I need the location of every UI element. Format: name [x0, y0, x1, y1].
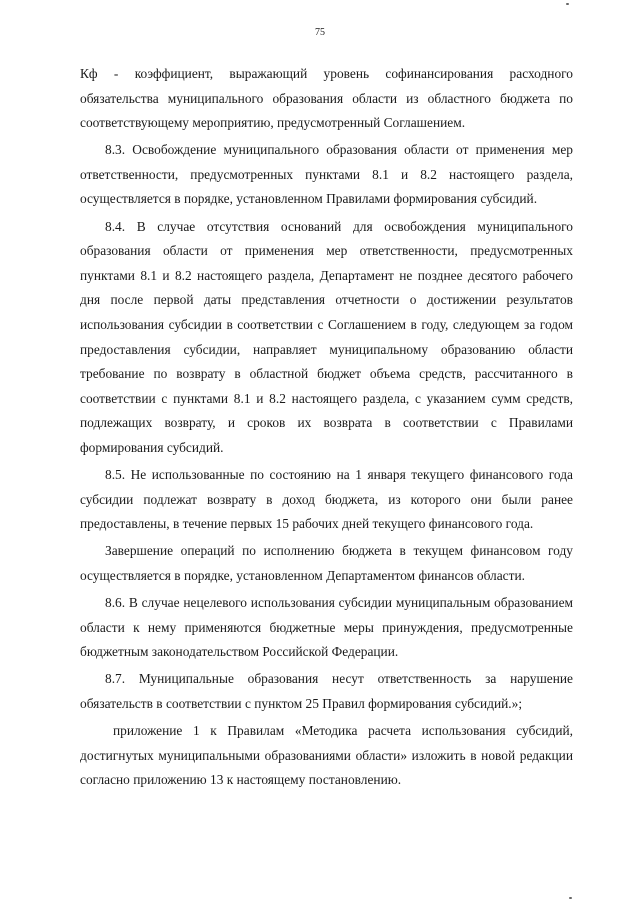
document-body	[80, 62, 573, 795]
paragraph-budget-completion: Завершение операций по исполнению бюджета в текущем финансовом году осуществляется в порядке, установленном Департаментом финансов области.	[80, 543, 573, 583]
paragraph-8-5: 8.5. Не использованные по состоянию на 1 января текущего финансового года субсидии подлежат возврату в доход бюджета, из которого они были ранее предоставлены, в течение первых 15 рабочих дней текущего финансового года.	[80, 467, 573, 532]
paragraph-8-6: 8.6. В случае нецелевого использования субсидии муниципальным образованием области к нему применяются бюджетные меры принуждения, предусмотренные бюджетным законодательством Российской Федерации.	[80, 594, 573, 660]
paragraph-8-4: 8.4. В случае отсутствия оснований для освобождения муниципального образования области от применения мер ответственности, предусмотренных пунктами 8.1 и 8.2 настоящего раздела, Департамент не позднее десятого рабочего дня после первой даты представления отчетности о достижении результатов использования субсидии в соответствии с Соглашением в году, следующем за годом предоставления субсидии, направляет муниципальному образованию области требование по возврату в областной бюджет объема средств, рассчитанного в соответствии с пунктами 8.1 и 8.2 настоящего раздела, с указанием сумм средств, подлежащих возврату, и сроков их возврата в соответствии с Правилами формирования субсидий.	[80, 218, 573, 455]
paragraph-8-3: 8.3. Освобождение муниципального образования области от применения мер ответственности, предусмотренных пунктами 8.1 и 8.2 настоящего раздела, осуществляется в порядке, установленном Правилами формирования субсидий.	[80, 142, 573, 207]
paragraph-8-7: 8.7. Муниципальные образования несут ответственность за нарушение обязательств в соответствии с пунктом 25 Правил формирования субсидий.»;	[80, 671, 573, 711]
paragraph-appendix-1: приложение 1 к Правилам «Методика расчета использования субсидий, достигнутых муниципальными образованиями области» изложить в новой редакции согласно приложению 13 к настоящему постановлению.	[80, 722, 573, 788]
paragraph-kf-definition: Кф - коэффициент, выражающий уровень софинансирования расходного обязательства муниципального образования области из областного бюджета по соответствующему мероприятию, предусмотренный Соглашением.	[80, 66, 573, 131]
page-number: 75	[315, 27, 325, 38]
scan-speck-bottom-right	[569, 897, 572, 899]
scan-speck-top-right	[566, 3, 569, 5]
